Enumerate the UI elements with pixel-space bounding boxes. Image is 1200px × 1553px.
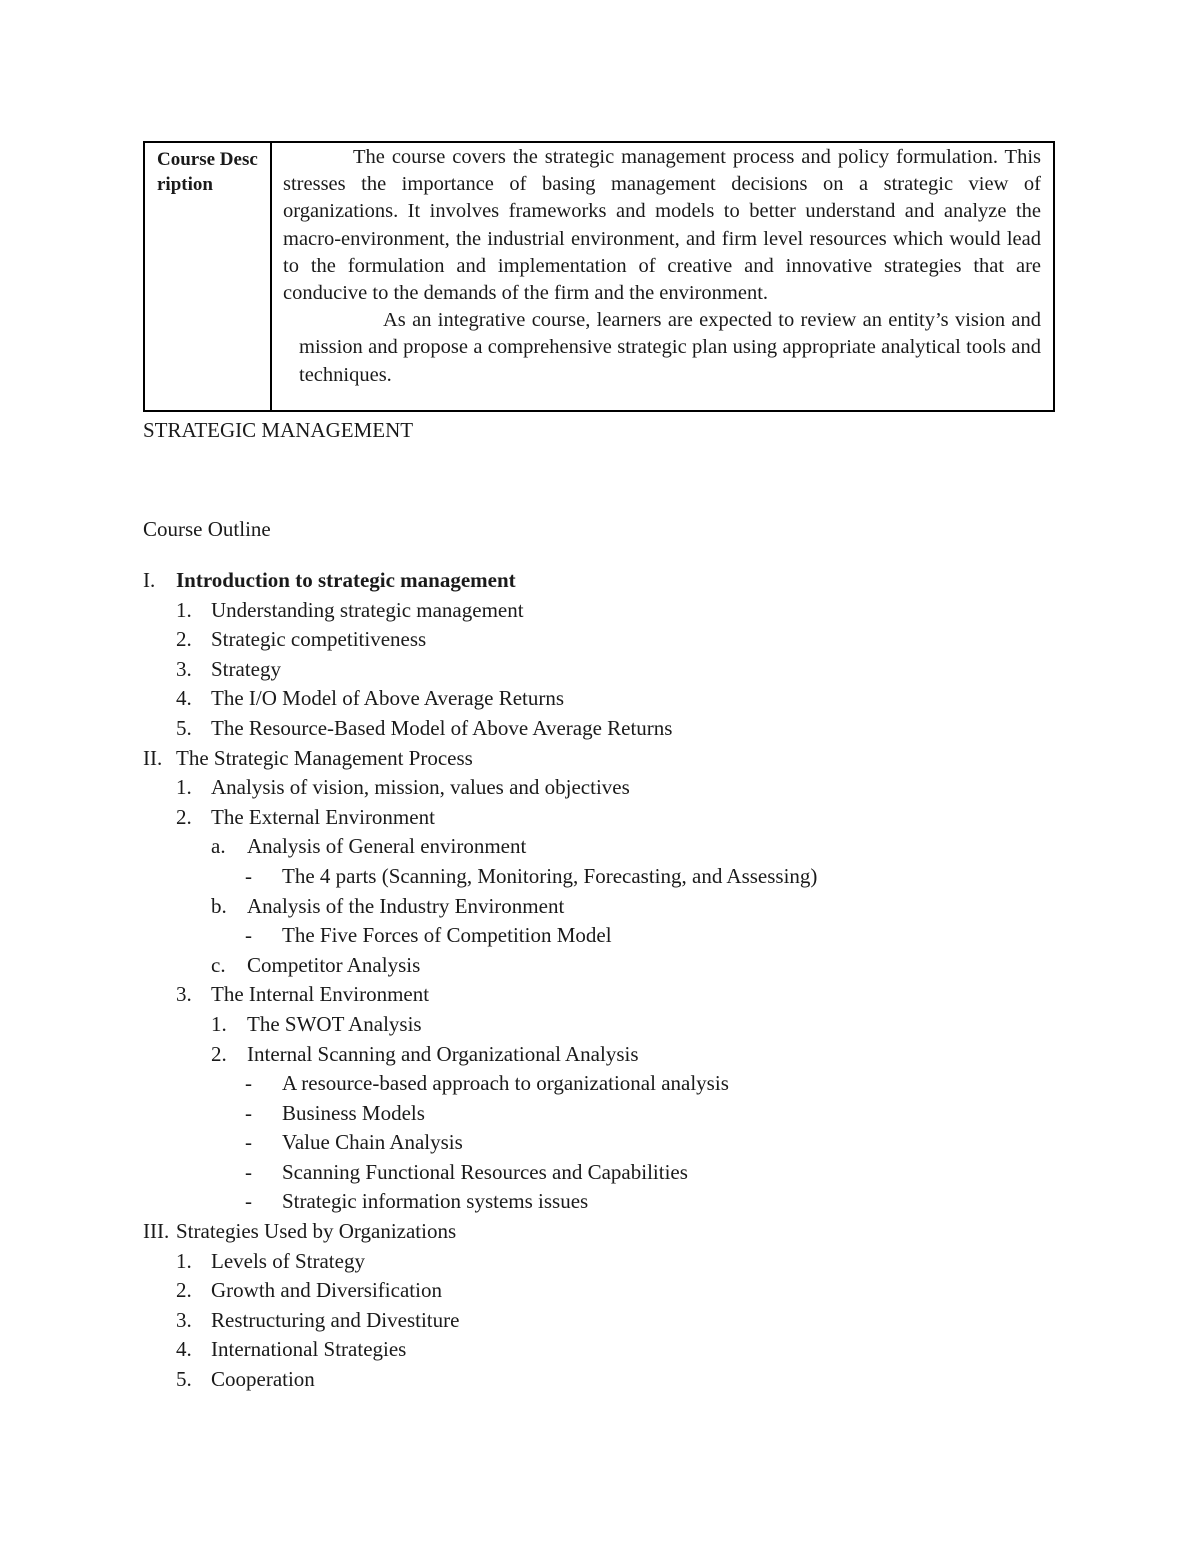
outline-text: International Strategies [211,1337,407,1362]
outline-marker: 3. [176,1307,192,1332]
outline-text: Strategy [211,656,281,681]
outline-text: Restructuring and Divestiture [211,1307,460,1332]
outline-item [143,1306,1143,1336]
outline-text: Business Models [282,1100,425,1125]
outline-item [143,803,1143,833]
outline-text: Analysis of General environment [247,834,527,859]
outline-text: The Internal Environment [211,982,430,1007]
outline-marker: - [245,1159,252,1184]
outline-item [143,1187,1143,1217]
outline-text: Analysis of the Industry Environment [247,893,565,918]
outline-marker: 2. [211,1041,227,1066]
outline-item [143,921,1143,951]
outline-item [143,980,1143,1010]
course-outline-list [143,566,1143,1395]
outline-marker: b. [211,893,227,918]
outline-marker: - [245,1071,252,1096]
course-description-body [272,143,1053,410]
outline-marker: 5. [176,1367,192,1392]
outline-marker: 4. [176,686,192,711]
outline-marker: - [245,923,252,948]
course-description-label: Course Description [145,143,272,410]
outline-item [143,1099,1143,1129]
outline-marker: - [245,863,252,888]
outline-marker: - [245,1100,252,1125]
outline-marker: c. [211,952,226,977]
outline-text: The Resource-Based Model of Above Average Returns [211,715,673,740]
outline-item [143,566,1143,596]
outline-marker: - [245,1130,252,1155]
outline-marker: 1. [211,1011,227,1036]
outline-marker: 2. [176,627,192,652]
outline-marker: 1. [176,1248,192,1273]
outline-marker: 2. [176,804,192,829]
outline-item [143,714,1143,744]
outline-text: Strategic information systems issues [282,1189,589,1214]
outline-item [143,832,1143,862]
outline-text: The External Environment [211,804,435,829]
outline-item [143,625,1143,655]
outline-text: Strategies Used by Organizations [176,1219,457,1244]
outline-marker: 3. [176,656,192,681]
description-paragraph-2: As an integrative course, learners are expected to review an entity’s vision and mission and propose a comprehensive strategic plan using appropriate analytical tools and techniques. [299,309,1041,386]
outline-item [143,1365,1143,1395]
outline-marker: a. [211,834,226,859]
outline-text: Levels of Strategy [211,1248,365,1273]
outline-text: Cooperation [211,1367,315,1392]
outline-marker: 1. [176,775,192,800]
outline-text: The 4 parts (Scanning, Monitoring, Forecasting, and Assessing) [282,863,818,888]
outline-item [143,1069,1143,1099]
outline-text: The I/O Model of Above Average Returns [211,686,565,711]
outline-marker: I. [143,568,156,592]
outline-item [143,744,1143,774]
outline-marker: 3. [176,982,192,1007]
outline-item [143,951,1143,981]
outline-text: Internal Scanning and Organizational Analysis [247,1041,639,1066]
outline-marker: 1. [176,597,192,622]
outline-item [143,1040,1143,1070]
outline-marker: 4. [176,1337,192,1362]
description-paragraph-1: The course covers the strategic management process and policy formulation. This stresses the importance of basing management decisions on a strategic view of organizations. It involves frameworks and models to better understand and analyze the macro-environment, the industrial environment, and firm level resources which would lead to the formulation and implementation of creative and innovative strategies that are conducive to the demands of the firm and the environment. [283,146,1041,305]
outline-item [143,684,1143,714]
outline-item [143,1335,1143,1365]
outline-item [143,892,1143,922]
outline-marker: 2. [176,1278,192,1303]
outline-text: A resource-based approach to organizational analysis [282,1071,729,1096]
outline-item [143,655,1143,685]
course-description-table [143,141,1055,412]
outline-text: Growth and Diversification [211,1278,442,1303]
outline-text: The SWOT Analysis [247,1011,422,1036]
outline-item [143,862,1143,892]
outline-item [143,1276,1143,1306]
outline-item [143,1217,1143,1247]
outline-text: Introduction to strategic management [176,568,516,592]
outline-text: Understanding strategic management [211,597,524,622]
outline-item [143,596,1143,626]
outline-item [143,1247,1143,1277]
course-outline-heading: Course Outline [143,517,271,541]
outline-marker: III. [143,1219,170,1244]
outline-text: Analysis of vision, mission, values and objectives [211,775,630,800]
outline-item [143,1010,1143,1040]
outline-text: The Five Forces of Competition Model [282,923,612,948]
outline-text: Competitor Analysis [247,952,421,977]
outline-item [143,1128,1143,1158]
outline-text: Scanning Functional Resources and Capabilities [282,1159,688,1184]
outline-item [143,773,1143,803]
outline-text: Strategic competitiveness [211,627,427,652]
outline-text: Value Chain Analysis [282,1130,463,1155]
outline-marker: - [245,1189,252,1214]
outline-item [143,1158,1143,1188]
outline-marker: 5. [176,715,192,740]
outline-marker: II. [143,745,163,770]
document-title: STRATEGIC MANAGEMENT [143,418,414,442]
outline-text: The Strategic Management Process [176,745,473,770]
